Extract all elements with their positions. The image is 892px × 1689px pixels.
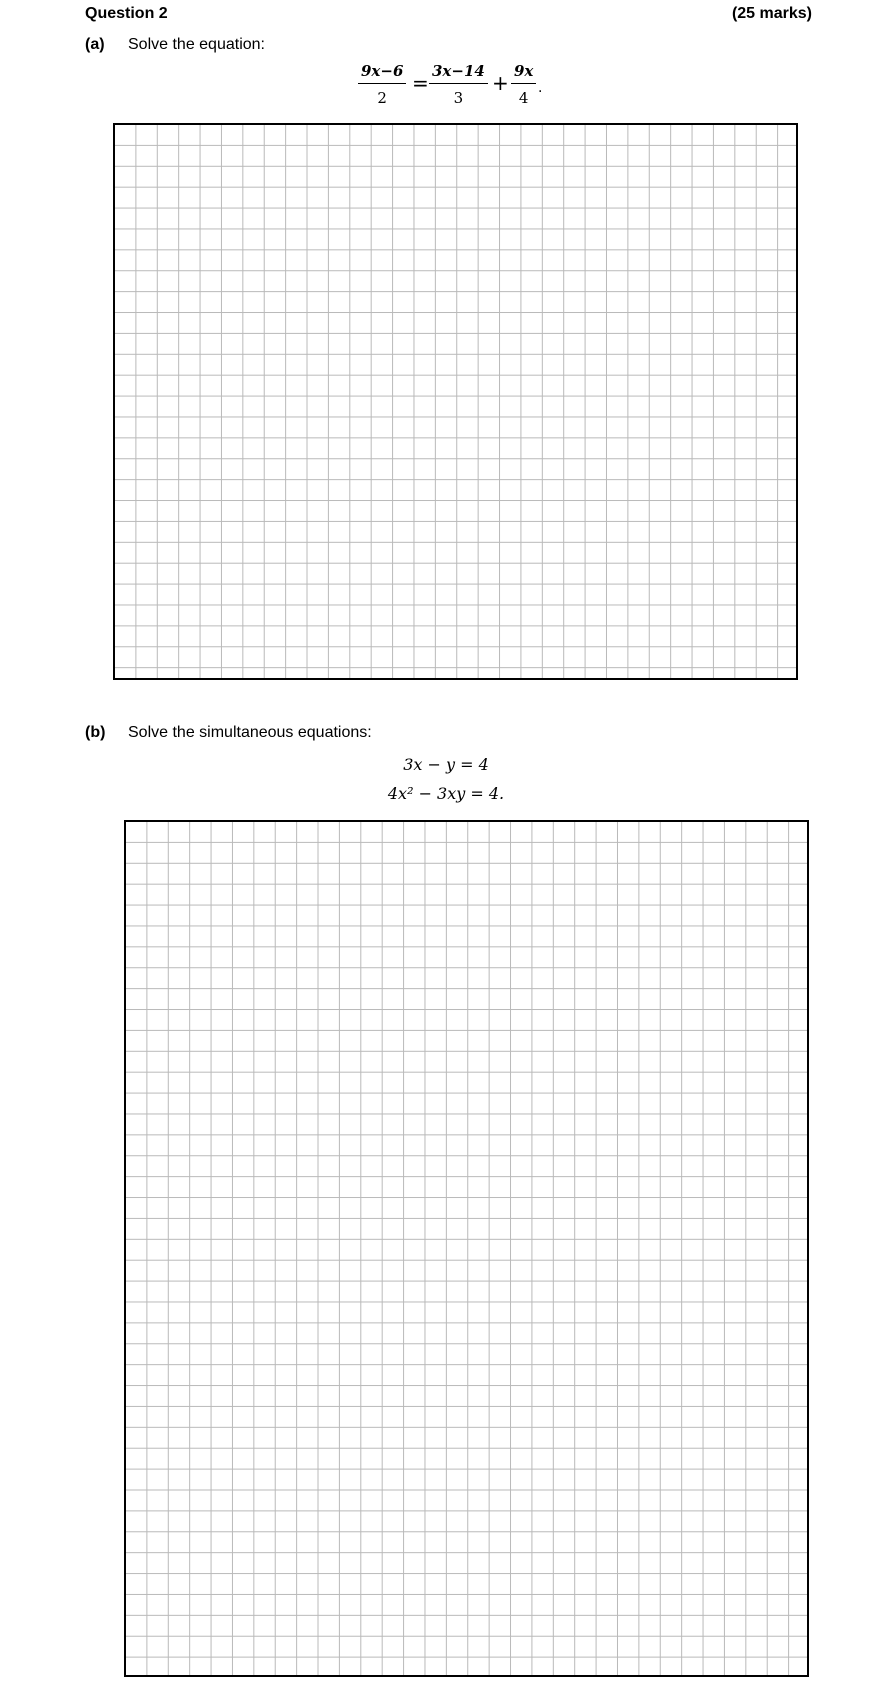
fraction-lhs-denominator: 2 <box>377 89 387 107</box>
answer-grid-a[interactable] <box>113 123 798 680</box>
part-b-instruction: Solve the simultaneous equations: <box>128 724 372 741</box>
fraction-mid <box>429 62 488 107</box>
fraction-rhs-numerator: 9x <box>511 62 536 84</box>
plus-sign: + <box>492 71 509 95</box>
equals-sign: = <box>412 71 429 95</box>
fraction-lhs <box>358 62 406 107</box>
equation-a <box>0 62 892 110</box>
simultaneous-equation-1: 3x − y = 4 <box>403 755 489 774</box>
equation-end-period: . <box>538 80 543 96</box>
fraction-lhs-numerator: 9x−6 <box>358 62 406 84</box>
fraction-mid-denominator: 3 <box>453 89 464 107</box>
fraction-rhs-denominator: 4 <box>518 89 529 107</box>
part-a-label: (a) <box>85 36 105 53</box>
part-a-instruction: Solve the equation: <box>128 36 265 53</box>
part-b-label: (b) <box>85 724 106 741</box>
fraction-mid-numerator: 3x−14 <box>429 62 488 84</box>
question-title: Question 2 <box>85 5 168 22</box>
simultaneous-equation-2: 4x² − 3xy = 4. <box>387 784 505 803</box>
fraction-rhs <box>511 62 536 107</box>
answer-grid-b[interactable] <box>124 820 809 1677</box>
marks-label: (25 marks) <box>731 5 812 22</box>
